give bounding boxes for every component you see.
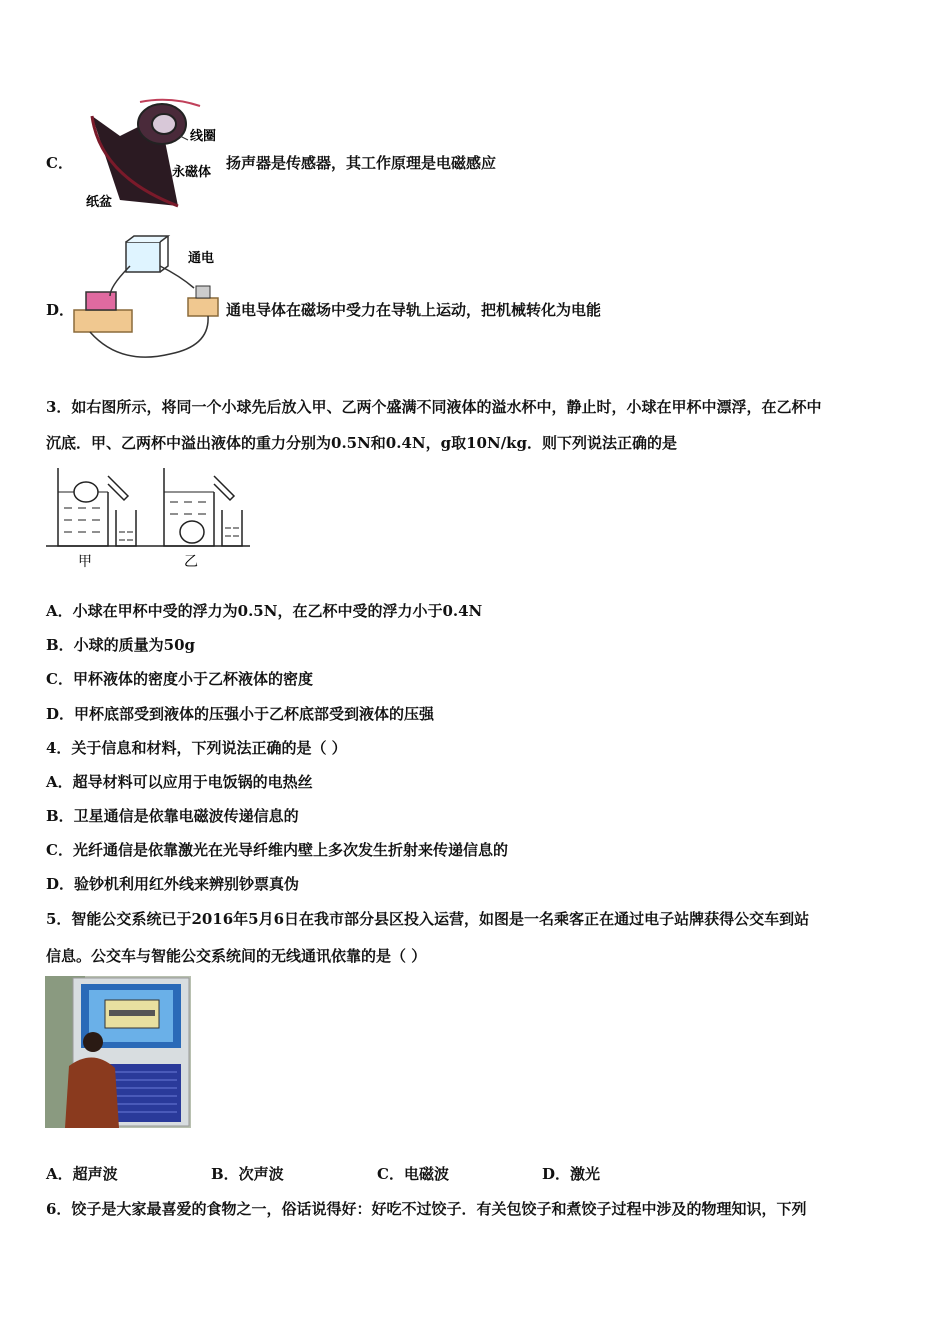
option-d-letter: D． — [46, 301, 75, 319]
q4-option-b: B．卫星通信是依靠电磁波传递信息的 — [46, 807, 299, 825]
q6-stem-line-1: 6．饺子是大家最喜爱的食物之一，俗话说得好：好吃不过饺子．有关包饺子和煮饺子过程中涉及的物理知识，下列 — [46, 1200, 807, 1218]
q3-option-c: C．甲杯液体的密度小于乙杯液体的密度 — [46, 670, 313, 688]
option-c-letter: C． — [46, 154, 73, 172]
q3-option-a: A．小球在甲杯中受的浮力为0.5N，在乙杯中受的浮力小于0.4N — [46, 602, 483, 620]
loudspeaker-figure — [80, 96, 220, 216]
q5-option-b: B．次声波 — [211, 1165, 284, 1183]
label-coil: 线圈 — [190, 129, 217, 144]
label-cup-yi: 乙 — [184, 554, 198, 570]
rail-apparatus-figure — [70, 236, 230, 366]
q5-stem-line-1: 5．智能公交系统已于2016年5月6日在我市部分县区投入运营，如图是一名乘客正在通过电子站牌获得公交车到站 — [46, 910, 810, 928]
q3-option-b: B．小球的质量为50g — [46, 636, 196, 654]
label-powered: 通电 — [188, 251, 215, 266]
q3-stem-line-2: 沉底．甲、乙两杯中溢出液体的重力分别为0.5N和0.4N，g取10N/kg．则下列说法正确的是 — [46, 434, 678, 452]
bus-stop-photo — [45, 976, 191, 1128]
label-magnet: 永磁体 — [172, 165, 212, 180]
q3-option-d: D．甲杯底部受到液体的压强小于乙杯底部受到液体的压强 — [46, 705, 435, 723]
q5-option-a: A．超声波 — [46, 1165, 118, 1183]
label-cone: 纸盆 — [86, 195, 113, 210]
q4-option-d: D．验钞机利用红外线来辨别钞票真伪 — [46, 875, 300, 893]
q5-stem-line-2: 信息。公交车与智能公交系统间的无线通讯依靠的是（ ） — [46, 947, 427, 965]
option-c-text: 扬声器是传感器，其工作原理是电磁感应 — [226, 154, 497, 172]
overflow-cups-figure — [46, 462, 256, 572]
label-cup-jia: 甲 — [78, 554, 92, 570]
q3-stem-line-1: 3．如右图所示，将同一个小球先后放入甲、乙两个盛满不同液体的溢水杯中，静止时，小球在甲杯中漂浮，在乙杯中 — [46, 398, 822, 416]
q4-stem: 4．关于信息和材料，下列说法正确的是（ ） — [46, 739, 347, 757]
q5-option-c: C．电磁波 — [377, 1165, 449, 1183]
q4-option-a: A．超导材料可以应用于电饭锅的电热丝 — [46, 773, 313, 791]
q4-option-c: C．光纤通信是依靠激光在光导纤维内壁上多次发生折射来传递信息的 — [46, 841, 508, 859]
option-d-text: 通电导体在磁场中受力在导轨上运动，把机械转化为电能 — [226, 301, 602, 319]
q5-option-d: D．激光 — [542, 1165, 601, 1183]
